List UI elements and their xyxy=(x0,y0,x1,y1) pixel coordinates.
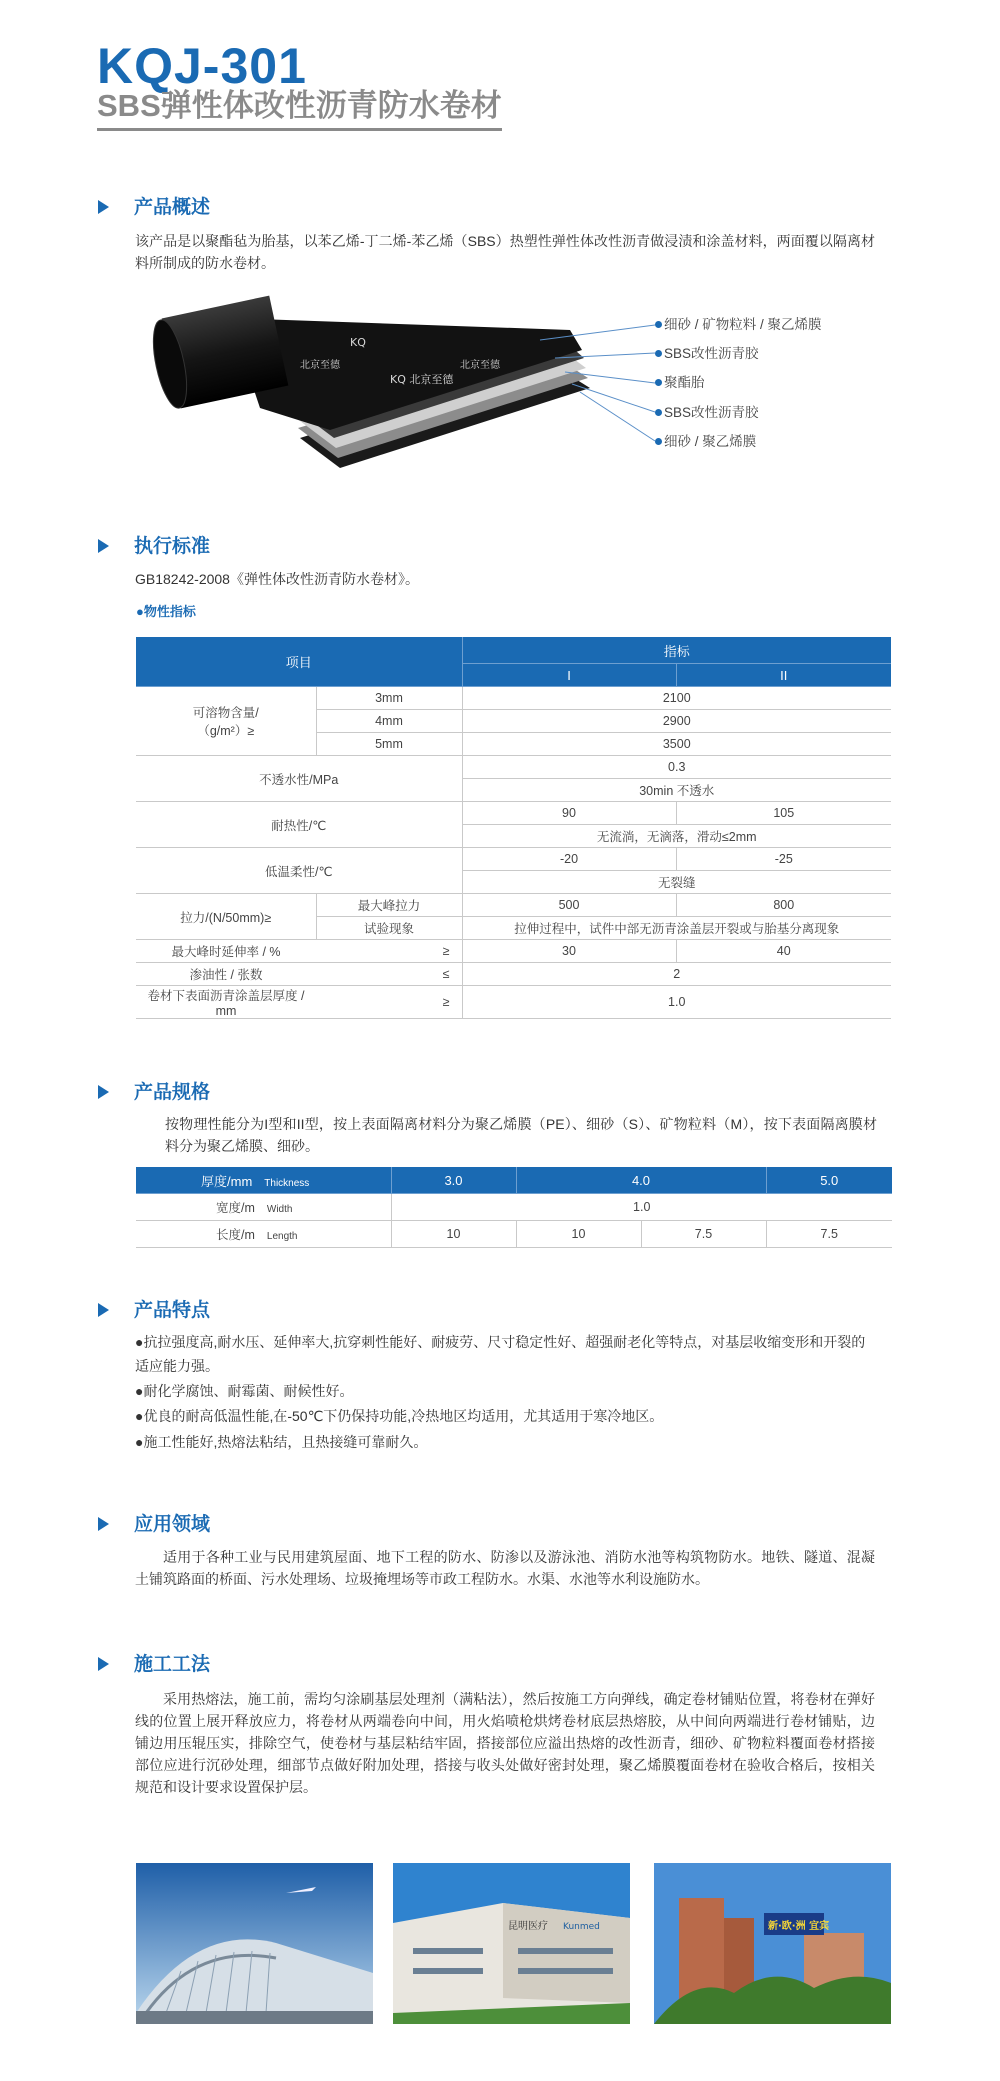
triangle-bullet-icon xyxy=(98,1303,109,1317)
roll-mark: KQ 北京至德 xyxy=(390,373,454,386)
thickness-value: 4.0 xyxy=(516,1167,766,1194)
tensile-test-label: 试验现象 xyxy=(316,917,462,940)
thickness-label: 厚度/mm Thickness xyxy=(136,1167,391,1194)
heat-resistance-label: 耐热性/℃ xyxy=(136,802,462,848)
layer-label: SBS改性沥青胶 xyxy=(655,404,759,422)
section-application-heading: 应用领域 xyxy=(98,1513,210,1537)
length-label: 长度/m Length xyxy=(136,1221,391,1248)
billboard-text: 新·欧·洲 宜宾 xyxy=(768,1921,830,1932)
section-standard-heading: 执行标准 xyxy=(98,535,210,559)
header-index: 指标 xyxy=(462,637,891,664)
length-value: 10 xyxy=(391,1221,516,1248)
thickness-cell: 4mm xyxy=(316,710,462,733)
layer-label: 细砂 / 矿物粒料 / 聚乙烯膜 xyxy=(655,316,822,334)
section-features-heading: 产品特点 xyxy=(98,1299,210,1323)
triangle-bullet-icon xyxy=(98,1085,109,1099)
value-cell: 2900 xyxy=(462,710,891,733)
value-cell: -25 xyxy=(676,848,891,871)
feature-item: ●优良的耐高低温性能,在-50℃下仍保持功能,冷热地区均适用，尤其适用于寒冷地区。 xyxy=(135,1408,664,1424)
spec-text: 按物理性能分为I型和II型，按上表面隔离材料分为聚乙烯膜（PE）、细砂（S）、矿物粒料（M），按下表面隔离膜材料分为聚乙烯膜、细砂。 xyxy=(165,1116,877,1154)
value-cell: 0.3 xyxy=(462,756,891,779)
triangle-bullet-icon xyxy=(98,1657,109,1671)
photo-airport-terminal xyxy=(136,1863,373,2024)
elongation-sign: ≥ xyxy=(316,940,462,963)
low-temp-flex-label: 低温柔性/℃ xyxy=(136,848,462,894)
dot-icon xyxy=(655,438,662,445)
dot-icon xyxy=(655,409,662,416)
triangle-bullet-icon xyxy=(98,539,109,553)
width-label: 宽度/m Width xyxy=(136,1194,391,1221)
dot-icon xyxy=(655,321,662,328)
coating-thickness-sign: ≥ xyxy=(316,986,462,1019)
dot-icon xyxy=(655,350,662,357)
impermeability-label: 不透水性/MPa xyxy=(136,756,462,802)
triangle-bullet-icon xyxy=(98,1517,109,1531)
length-value: 10 xyxy=(516,1221,641,1248)
membrane-roll-illustration xyxy=(150,288,670,488)
value-cell: 2 xyxy=(462,963,891,986)
section-spec-heading: 产品规格 xyxy=(98,1081,210,1105)
feature-item: ●耐化学腐蚀、耐霉菌、耐候性好。 xyxy=(135,1383,354,1399)
value-cell: 2100 xyxy=(462,687,891,710)
value-cell: -20 xyxy=(462,848,676,871)
header-item: 项目 xyxy=(136,637,462,687)
roll-mark: KQ xyxy=(350,336,366,349)
header-type-2: II xyxy=(676,664,891,687)
standard-text: GB18242-2008《弹性体改性沥青防水卷材》。 xyxy=(135,571,419,587)
spec-table xyxy=(136,1167,892,1248)
section-construction-heading: 施工工法 xyxy=(98,1653,210,1677)
layer-label: 聚酯胎 xyxy=(655,374,705,392)
roll-mark: 北京至德 xyxy=(460,360,500,371)
value-cell: 1.0 xyxy=(462,986,891,1019)
value-cell: 105 xyxy=(676,802,891,825)
photo-medical-building xyxy=(393,1863,630,2024)
value-cell: 30min 不透水 xyxy=(462,779,891,802)
length-value: 7.5 xyxy=(641,1221,766,1248)
layer-label: SBS改性沥青胶 xyxy=(655,345,759,363)
value-cell: 40 xyxy=(676,940,891,963)
feature-item: ●施工性能好,热熔法粘结，且热接缝可靠耐久。 xyxy=(135,1434,428,1450)
photo-high-rise xyxy=(654,1863,891,2024)
triangle-bullet-icon xyxy=(98,200,109,214)
product-model-title: KQJ-301 xyxy=(97,38,307,94)
tensile-label: 拉力/(N/50mm)≥ xyxy=(136,894,316,940)
width-value: 1.0 xyxy=(391,1194,892,1221)
feature-item: ●抗拉强度高,耐水压、延伸率大,抗穿刺性能好、耐疲劳、尺寸稳定性好、超强耐老化等特点，对基层收缩变形和开裂的适应能力强。 xyxy=(135,1334,866,1374)
company-sign: Kunmed xyxy=(563,1922,600,1932)
header-type-1: I xyxy=(462,664,676,687)
value-cell: 3500 xyxy=(462,733,891,756)
oil-seep-sign: ≤ xyxy=(316,963,462,986)
application-text: 适用于各种工业与民用建筑屋面、地下工程的防水、防渗以及游泳池、消防水池等构筑物防水。地铁、隧道、混凝土铺筑路面的桥面、污水处理场、垃圾掩埋场等市政工程防水。水渠、水池等水利设施防水。 xyxy=(135,1549,875,1587)
value-cell: 800 xyxy=(676,894,891,917)
thickness-cell: 3mm xyxy=(316,687,462,710)
roll-mark: 北京至德 xyxy=(300,360,340,371)
coating-thickness-label: 卷材下表面沥青涂盖层厚度 / mm xyxy=(136,986,316,1019)
value-cell: 30 xyxy=(462,940,676,963)
value-cell: 500 xyxy=(462,894,676,917)
overview-text: 该产品是以聚酯毡为胎基，以苯乙烯-丁二烯-苯乙烯（SBS）热塑性弹性体改性沥青做浸渍和涂盖材料，两面覆以隔离材料所制成的防水卷材。 xyxy=(135,233,875,271)
thickness-value: 5.0 xyxy=(766,1167,892,1194)
construction-text: 采用热熔法，施工前，需均匀涂刷基层处理剂（满粘法），然后按施工方向弹线，确定卷材铺贴位置，将卷材在弹好线的位置上展开释放应力，将卷材从两端卷向中间，用火焰喷枪烘烤卷材底层热熔胶，从中间向两端进行卷材铺贴，边铺边用压辊压实，排除空气，使卷材与基层粘结牢固，搭接部位应溢出热熔的改性沥青，细砂、矿物粒料覆面卷材搭接部位应进行沉砂处理，细部节点做好附加处理，搭接与收头处做好密封处理，聚乙烯膜覆面卷材在验收合格后，按相关规范和设计要求设置保护层。 xyxy=(135,1691,875,1795)
product-name-subtitle: SBS弹性体改性沥青防水卷材 xyxy=(97,86,502,131)
value-cell: 拉伸过程中，试件中部无沥青涂盖层开裂或与胎基分离现象 xyxy=(462,917,891,940)
thickness-cell: 5mm xyxy=(316,733,462,756)
physical-properties-table xyxy=(136,637,891,1019)
dot-icon xyxy=(655,379,662,386)
building-sign: 昆明医疗 xyxy=(508,1921,548,1932)
physical-index-label: ●物性指标 xyxy=(136,604,196,619)
thickness-value: 3.0 xyxy=(391,1167,516,1194)
value-cell: 无裂缝 xyxy=(462,871,891,894)
layer-label: 细砂 / 聚乙烯膜 xyxy=(655,433,756,451)
section-overview-heading: 产品概述 xyxy=(98,196,210,220)
leader-line xyxy=(572,384,655,412)
value-cell: 90 xyxy=(462,802,676,825)
elongation-label: 最大峰时延伸率 / % xyxy=(136,940,316,963)
length-value: 7.5 xyxy=(766,1221,892,1248)
soluble-content-label: 可溶物含量/ （g/m²）≥ xyxy=(136,687,316,756)
tensile-max-label: 最大峰拉力 xyxy=(316,894,462,917)
oil-seep-label: 渗油性 / 张数 xyxy=(136,963,316,986)
value-cell: 无流淌，无滴落，滑动≤2mm xyxy=(462,825,891,848)
